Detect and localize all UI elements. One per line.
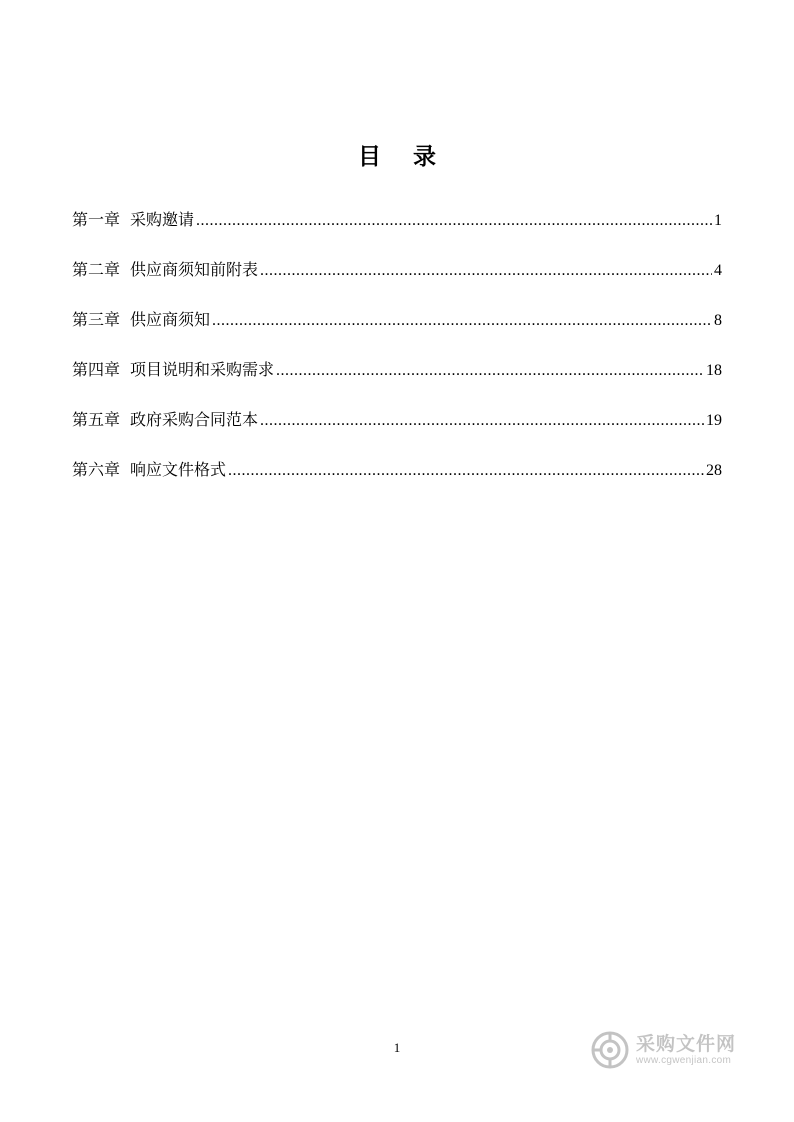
toc-chapter-label: 第一章 (72, 210, 121, 229)
toc-entry-5[interactable] (72, 405, 722, 455)
watermark-url: www.cgwenjian.com (636, 1055, 732, 1066)
toc-chapter-label: 第四章 (72, 360, 121, 379)
table-of-contents (72, 205, 722, 505)
toc-dot-leader (260, 256, 712, 286)
toc-dot-leader (260, 406, 704, 436)
toc-chapter-label: 第五章 (72, 410, 121, 429)
toc-title: 供应商须知前附表 (130, 260, 259, 279)
toc-entry-2[interactable] (72, 255, 722, 305)
toc-title: 供应商须知 (130, 310, 211, 329)
toc-chapter-label: 第二章 (72, 260, 121, 279)
toc-page-number: 8 (714, 312, 722, 329)
toc-entry-3[interactable] (72, 305, 722, 355)
toc-entry-6[interactable] (72, 455, 722, 505)
watermark-name: 采购文件网 (636, 1033, 737, 1055)
toc-title: 采购邀请 (130, 210, 195, 229)
toc-dot-leader (212, 306, 712, 336)
watermark-logo-icon (590, 1030, 630, 1070)
toc-chapter-label: 第六章 (72, 460, 121, 479)
toc-page-number: 4 (714, 262, 722, 279)
toc-dot-leader (228, 456, 704, 486)
toc-title: 响应文件格式 (130, 460, 227, 479)
page-title: 目 录 (357, 144, 448, 170)
toc-dot-leader (276, 356, 704, 386)
toc-chapter-label: 第三章 (72, 310, 121, 329)
toc-title: 政府采购合同范本 (130, 410, 259, 429)
toc-entry-4[interactable] (72, 355, 722, 405)
toc-page-number: 28 (706, 462, 722, 479)
watermark (590, 1024, 760, 1076)
toc-entry-1[interactable] (72, 205, 722, 255)
toc-page-number: 19 (706, 412, 722, 429)
toc-dot-leader (196, 206, 712, 236)
toc-page-number: 1 (714, 212, 722, 229)
toc-page-number: 18 (706, 362, 722, 379)
page-number: 1 (393, 1040, 401, 1055)
toc-title: 项目说明和采购需求 (130, 360, 275, 379)
